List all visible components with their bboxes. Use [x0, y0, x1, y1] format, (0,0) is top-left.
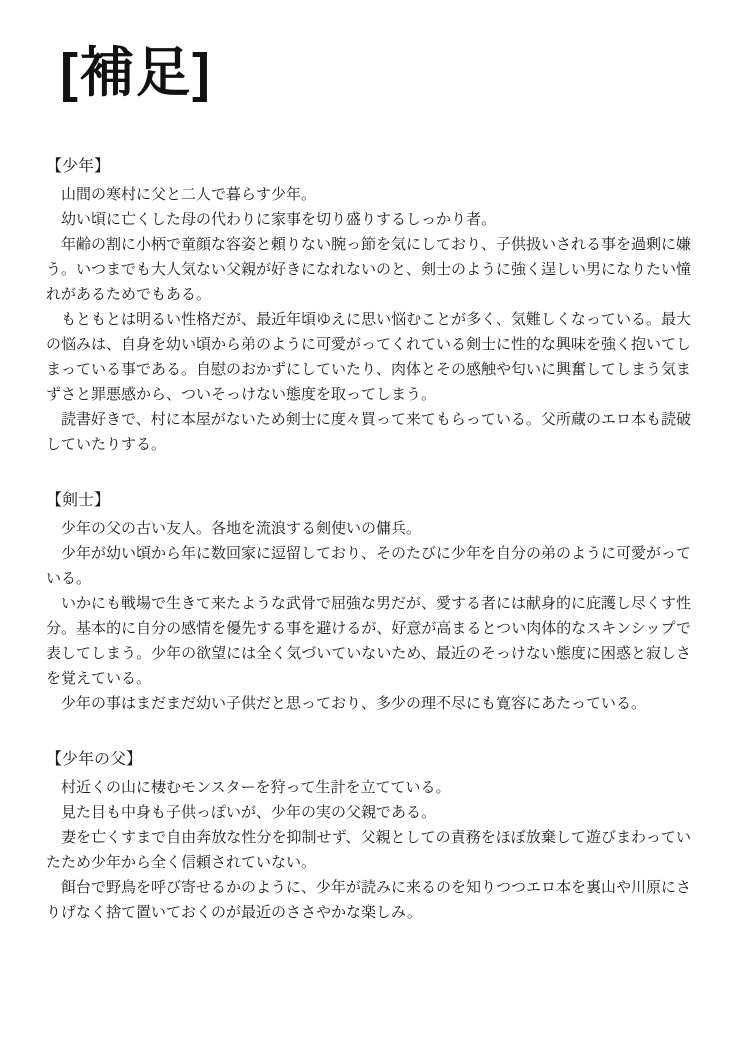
paragraph: いかにも戦場で生きて来たような武骨で屈強な男だが、愛する者には献身的に庇護し尽くす性分。基本的に自分の感情を優先する事を避けるが、好意が高まるとつい肉体的なスキンシップで表してしまう。少年の欲望には全く気づいていないため、最近のそっけない態度に困惑と寂しさを覚えている。	[46, 595, 692, 687]
paragraph: 妻を亡くすまで自由奔放な性分を抑制せず、父親としての責務をほぼ放棄して遊びまわっていたため少年から全く信頼されていない。	[46, 829, 691, 871]
paragraph: 見た目も中身も子供っぽいが、少年の実の父親である。	[61, 804, 437, 821]
page-title: [補足]	[60, 43, 212, 103]
section-father	[46, 747, 691, 925]
section-heading-father: 【少年の父】	[46, 751, 143, 768]
section-boy	[46, 154, 691, 457]
paragraph: 少年が幼い頃から年に数回家に逗留しており、そのたびに少年を自分の弟のように可愛がっている。	[46, 545, 692, 587]
paragraph: 山間の寒村に父と二人で暮らす少年。	[61, 186, 317, 203]
paragraph: 幼い頃に亡くした母の代わりに家事を切り盛りするしっかり者。	[61, 211, 497, 228]
paragraph: 餌台で野鳥を呼び寄せるかのように、少年が読みに来るのを知りつつエロ本を裏山や川原にさりげなく捨て置いておくのが最近のささやかな楽しみ。	[46, 879, 692, 921]
paragraph: 少年の父の古い友人。各地を流浪する剣使いの傭兵。	[61, 520, 422, 537]
paragraph: 読書好きで、村に本屋がないため剣士に度々買って来てもらっている。父所蔵のエロ本も読破していたりする。	[46, 411, 691, 453]
paragraph: 村近くの山に棲むモンスターを狩って生計を立てている。	[61, 779, 451, 796]
paragraph: 少年の事はまだまだ幼い子供だと思っており、多少の理不尽にも寛容にあたっている。	[61, 695, 647, 712]
section-heading-boy: 【少年】	[46, 158, 111, 175]
section-swordsman	[46, 488, 691, 716]
paragraph: もともとは明るい性格だが、最近年頃ゆえに思い悩むことが多く、気難しくなっている。最大の悩みは、自身を幼い頃から弟のように可愛がってくれている剣士に性的な興味を強く抱いてしまっている事である。自慰のおかずにしていたり、肉体とその感触や匂いに興奮してしまう気まずさと罪悪感から、ついそっけない態度を取ってしまう。	[46, 311, 692, 403]
paragraph: 年齢の割に小柄で童顔な容姿と頼りない腕っ節を気にしており、子供扱いされる事を過剰に嫌う。いつまでも大人気ない父親が好きになれないのと、剣士のように強く逞しい男になりたい憧れがあるためでもある。	[46, 236, 692, 303]
section-heading-swordsman: 【剣士】	[46, 492, 111, 509]
